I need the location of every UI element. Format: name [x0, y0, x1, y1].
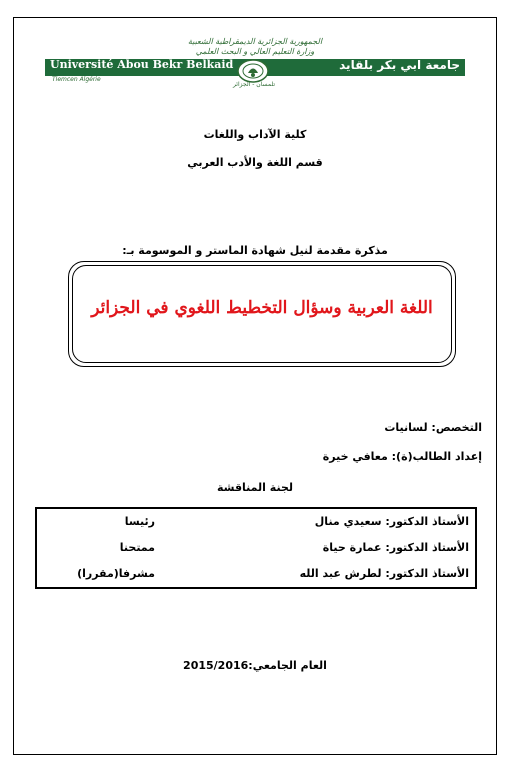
committee-table: [35, 507, 477, 589]
committee-member-role: رئيسا: [124, 515, 155, 528]
committee-member-name: الأستاذ الدكتور: عمارة حياة: [322, 541, 469, 554]
academic-year: العام الجامعي:2015/2016: [183, 659, 327, 672]
thesis-title: اللغة العربية وسؤال التخطيط اللغوي في الجزائر: [91, 298, 433, 318]
university-name-ar: جامعة ابي بكر بلقايد: [339, 58, 460, 72]
republic-line: الجمهورية الجزائرية الديمقراطية الشعبية: [187, 37, 323, 46]
thesis-intro: مذكرة مقدمة لنيل شهادة الماستر و الموسومة بـ:: [122, 244, 388, 257]
committee-row: [37, 567, 475, 587]
committee-member-role: مشرفا(مقررا): [77, 567, 155, 580]
faculty-name: كلية الآداب واللغات: [203, 128, 307, 141]
prepared-by: إعداد الطالب(ة): معافي خيرة: [322, 450, 482, 463]
university-city-ar: تلمسان - الجزائر: [232, 81, 276, 88]
committee-member-name: الأستاذ الدكتور: لطرش عبد الله: [299, 567, 469, 580]
committee-member-role: ممتحنا: [119, 541, 155, 554]
university-city-fr: Tlemcen Algérie: [52, 76, 101, 83]
committee-member-name: الأستاذ الدكتور: سعيدي منال: [314, 515, 469, 528]
committee-row: [37, 541, 475, 561]
specialty: التخصص: لسانيات: [384, 421, 482, 434]
department-name: قسم اللغة والأدب العربي: [187, 156, 323, 169]
committee-heading: لجنة المناقشة: [216, 481, 293, 494]
committee-row: [37, 515, 475, 535]
thesis-title-box: [68, 261, 456, 367]
university-name-fr: Université Abou Bekr Belkaid: [50, 58, 234, 71]
ministry-line: وزارة التعليم العالي و البحث العلمي: [195, 47, 315, 56]
